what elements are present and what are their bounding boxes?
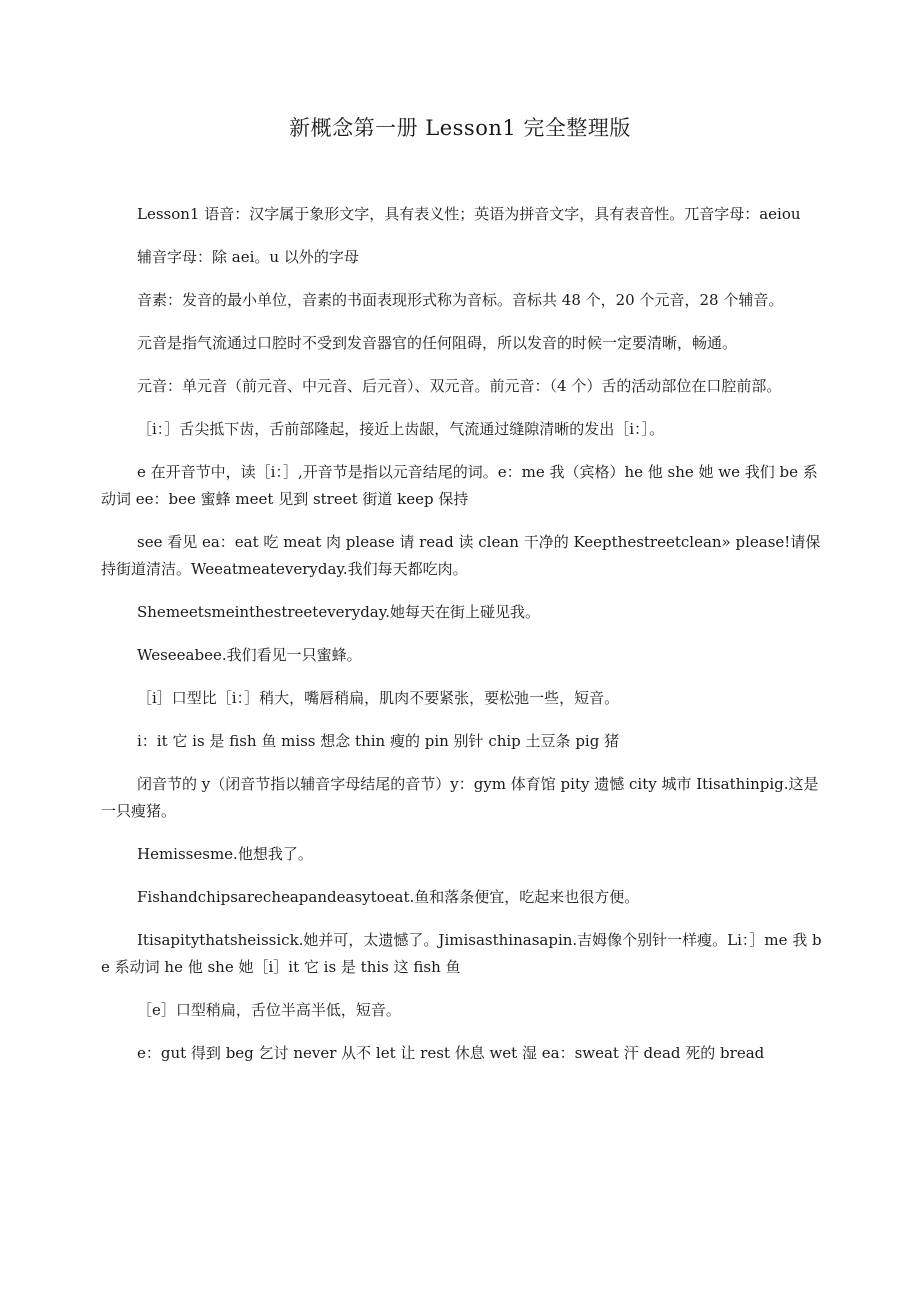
paragraph: Shemeetsmeinthestreeteveryday.她每天在街上碰见我。 [137, 603, 540, 621]
paragraph: Weseeabee.我们看见一只蜜蜂。 [137, 646, 362, 664]
paragraph: ［e］口型稍扁，舌位半高半低，短音。 [137, 1001, 401, 1019]
paragraph: i：it 它 is 是 fish 鱼 miss 想念 thin 瘦的 pin 别针 chip 土豆条 pig 猪 [137, 732, 620, 750]
paragraph: 辅音字母：除 aei。u 以外的字母 [137, 248, 359, 266]
paragraph: Fishandchipsarecheapandeasytoeat.鱼和落条便宜，吃起来也很方便。 [137, 888, 640, 906]
paragraph: Lesson1 语音：汉字属于象形文字，具有表义性；英语为拼音文字，具有表音性。兀音字母：aeiou [137, 205, 801, 223]
paragraph: Hemissesme.他想我了。 [137, 845, 313, 863]
paragraph: 元音是指气流通过口腔时不受到发音器官的任何阻碍，所以发音的时候一定要清晰，畅通。 [137, 334, 738, 352]
paragraph: Itisapitythatsheissick.她并可，太遗憾了。Jimisasthinasapin.吉姆像个别针一样瘦。Li：］me 我 be 系动词 he 他 she 她［i］it 它 is 是 this 这 fish 鱼 [101, 931, 822, 976]
paragraph: ［i：］舌尖抵下齿，舌前部隆起，接近上齿龈，气流通过缝隙清晰的发出［i：］。 [137, 420, 665, 438]
paragraph: e：gut 得到 beg 乞讨 never 从不 let 让 rest 休息 wet 湿 ea：sweat 汗 dead 死的 bread [137, 1044, 765, 1062]
paragraph: 闭音节的 y（闭音节指以辅音字母结尾的音节）y：gym 体育馆 pity 遗憾 city 城市 Itisathinpig.这是一只瘦猪。 [101, 775, 819, 820]
document-body [101, 201, 826, 1083]
paragraph: e 在开音节中，读［i：］,开音节是指以元音结尾的词。e：me 我（宾格）he 他 she 她 we 我们 be 系动词 ee：bee 蜜蜂 meet 见到 street 街道 keep 保持 [101, 463, 818, 508]
paragraph: ［i］口型比［i：］稍大，嘴唇稍扁，肌肉不要紧张，要松弛一些，短音。 [137, 689, 620, 707]
document-title: 新概念第一册 Lesson1 完全整理版 [289, 116, 631, 140]
paragraph: see 看见 ea：eat 吃 meat 肉 please 请 read 读 clean 干净的 Keepthestreetclean» please!请保持街道清洁。Weeatmeateveryday.我们每天都吃肉。 [101, 533, 821, 578]
paragraph: 元音：单元音（前元音、中元音、后元音）、双元音。前元音：（4 个）舌的活动部位在口腔前部。 [137, 377, 782, 395]
paragraph: 音素：发音的最小单位，音素的书面表现形式称为音标。音标共 48 个，20 个元音，28 个辅音。 [137, 291, 784, 309]
